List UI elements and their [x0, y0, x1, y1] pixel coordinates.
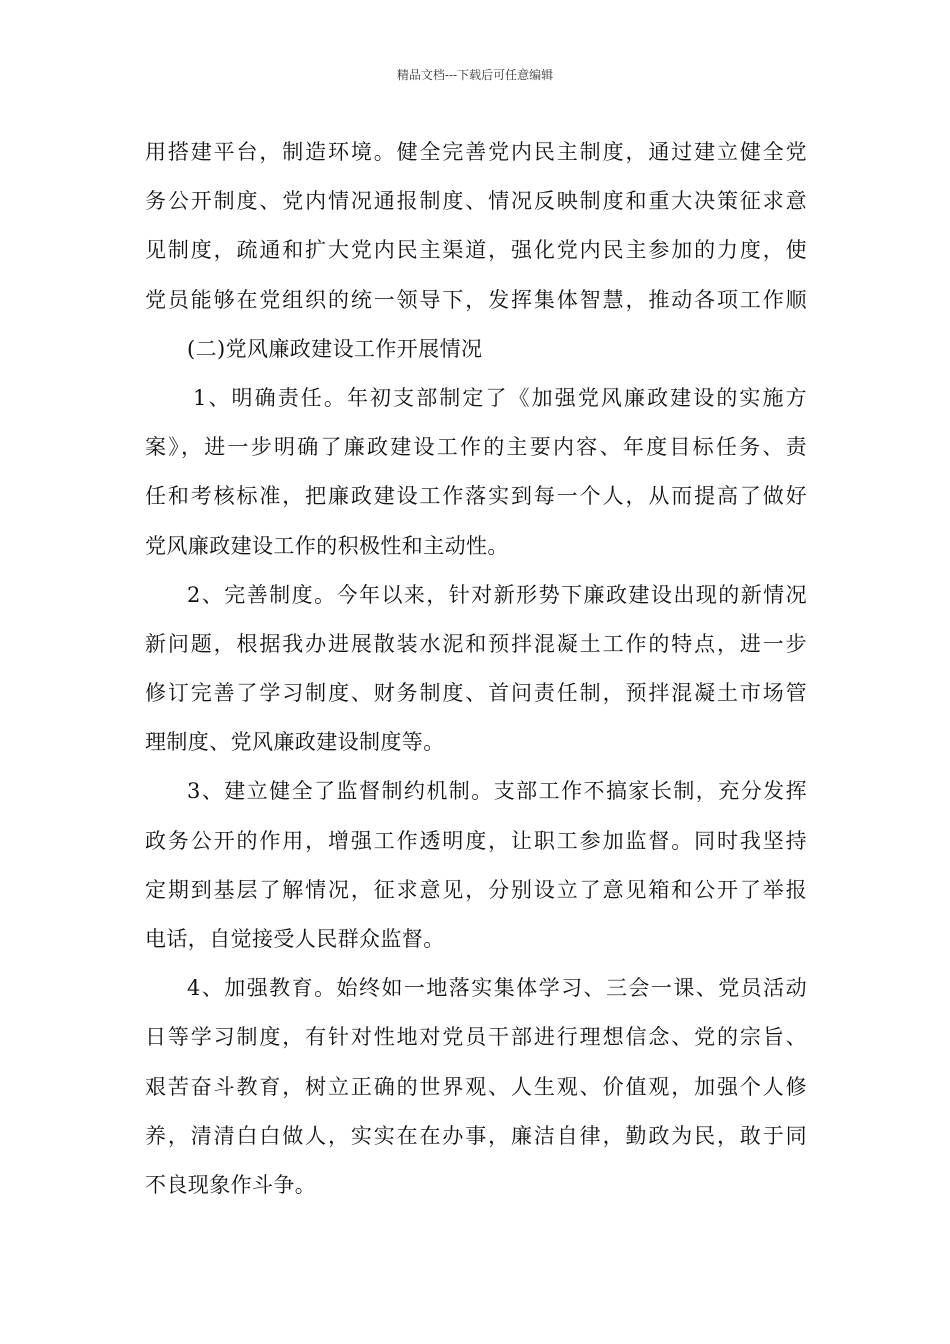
text-line: 4、加强教育。始终如一地落实集体学习、三会一课、党员活动: [187, 976, 807, 1001]
text-line: 政务公开的作用，增强工作透明度，让职工参加监督。同时我坚持: [145, 828, 807, 853]
text-line: 日等学习制度，有针对性地对党员干部进行理想信念、党的宗旨、: [145, 1025, 807, 1050]
text-line: (二)党风廉政建设工作开展情况: [187, 336, 483, 361]
document-body: [145, 128, 807, 1210]
text-line: 理制度、党风廉政建设制度等。: [145, 730, 445, 755]
text-line: 定期到基层了解情况，征求意见，分别设立了意见箱和公开了举报: [145, 877, 807, 902]
text-line: 养，清清白白做人，实实在在办事，廉洁自律，勤政为民，敢于同: [145, 1123, 807, 1148]
text-line: 见制度，疏通和扩大党内民主渠道，强化党内民主参加的力度，使: [145, 238, 807, 263]
text-line: 新问题，根据我办进展散装水泥和预拌混凝土工作的特点，进一步: [145, 631, 807, 656]
text-line: 党员能够在党组织的统一领导下，发挥集体智慧，推动各项工作顺: [145, 287, 807, 312]
page-header: 精品文档---下载后可任意编辑: [396, 68, 554, 82]
text-line: 案》，进一步明确了廉政建设工作的主要内容、年度目标任务、责: [145, 435, 807, 460]
text-line: 任和考核标准，把廉政建设工作落实到每一个人，从而提高了做好: [145, 484, 807, 509]
text-line: 3、建立健全了监督制约机制。支部工作不搞家长制，充分发挥: [187, 779, 807, 804]
text-line: 务公开制度、党内情况通报制度、情况反映制度和重大决策征求意: [145, 189, 807, 214]
text-line: 不良现象作斗争。: [145, 1172, 317, 1197]
text-line: 用搭建平台，制造环境。健全完善党内民主制度，通过建立健全党: [145, 140, 807, 164]
text-line: 2、完善制度。今年以来，针对新形势下廉政建设出现的新情况: [187, 582, 807, 607]
text-line: 1、明确责任。年初支部制定了《加强党风廉政建设的实施方: [193, 385, 807, 410]
text-line: 艰苦奋斗教育，树立正确的世界观、人生观、价值观，加强个人修: [145, 1074, 807, 1099]
text-line: 修订完善了学习制度、财务制度、首问责任制，预拌混凝土市场管: [145, 681, 807, 706]
text-line: 电话，自觉接受人民群众监督。: [145, 927, 445, 951]
text-line: 党风廉政建设工作的积极性和主动性。: [145, 533, 509, 558]
